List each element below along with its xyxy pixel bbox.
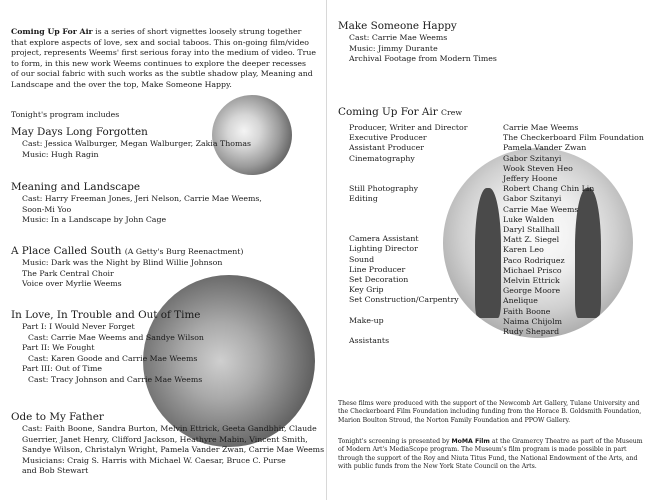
section-happy [338,20,643,65]
crew-name: Anelique [503,296,538,306]
crew-title-sub: Crew [441,108,462,117]
crew-heading [338,106,643,119]
crew-role: Sound [349,254,375,264]
section-trouble [11,309,316,386]
cast-line: Soon-Mi Yoo [22,204,72,214]
cast-line: Cast: Tracy Johnson and Carrie Mae Weems [28,374,203,384]
voice-line: Voice over Myrlie Weems [22,279,122,289]
crew-roles [349,123,467,346]
crew-name: Gabor Szitanyi [503,194,562,204]
cast-line: Cast: Karen Goode and Carrie Mae Weems [28,353,198,363]
crew-role: Producer, Writer and Director [349,123,468,132]
moma-film: MoMA Film [451,438,490,445]
crew-name: Pamela Vander Zwan [503,143,587,153]
section-ode [11,411,325,477]
section-south [11,245,316,290]
section-title: Ode to My Father [11,411,104,423]
cast-line: Cast: Carrie Mae Weems and Sandye Wilson [28,332,204,342]
cast-line: Guerrier, Janet Henry, Clifford Jackson, Heathyre Mabin, Vincent Smith, [22,434,308,444]
intro-lead: Coming Up For Air [11,27,93,36]
section-title: Make Someone Happy [338,20,457,32]
support-note: These films were produced with the support of the Newcomb Art Gallery, Tulane University and the Checkerboard Film Foundation including funding from the Horace B. Goldsmith Foundation, Marion Boulton Stroud, the Norton Family Foundation and PPOW Gallery. [338,400,642,424]
choir-line: The Park Central Choir [22,268,114,278]
crew-name: Faith Boone [503,306,551,316]
cast-line: Cast: Faith Boone, Sandra Burton, Melvin Ettrick, Geeta Gandbhir, Claude [22,424,317,433]
program-label-block [11,110,316,121]
screening-note [338,438,643,471]
section-title: Meaning and Landscape [11,181,141,193]
crew-names [503,123,644,337]
music-line: Music: Jimmy Durante [349,43,438,53]
crew-name: Rudy Shepard [503,327,560,337]
crew-name: Luke Walden [503,214,555,224]
section-meaning [11,181,316,226]
crew-name: Naima Chijolm [503,316,562,326]
crew-name: Carrie Mae Weems [503,123,579,132]
crew-role: Cinematography [349,153,415,163]
part-line: Part II: We Fought [22,343,95,353]
section-may-days [11,126,316,160]
crew-role: Executive Producer [349,133,427,143]
music-line: Music: Hugh Ragin [22,149,99,159]
screening-pre: Tonight's screening is presented by [338,438,452,445]
crew-name: George Moore [503,286,561,296]
crew-name: Matt Z. Siegel [503,235,560,245]
section-title: In Love, In Trouble and Out of Time [11,309,201,321]
crew-name: Paco Rodriquez [503,255,565,265]
right-page [327,0,653,500]
crew-name: Jeffery Hoone [503,174,558,184]
crew-role: Key Grip [349,285,384,295]
part-line: Part I: I Would Never Forget [22,322,135,331]
crew-name: Daryl Stallhall [503,225,560,235]
program-label: Tonight's program includes [11,110,120,119]
cast-line: Cast: Jessica Walburger, Megan Walburger, Zakia Thomas [22,139,251,148]
crew-name: Carrie Mae Weems [503,204,579,214]
crew-role: Assistant Producer [349,143,424,153]
section-subtitle: (A Getty's Burg Reenactment) [124,247,244,256]
screening-post: at the Gramercy Theatre as part of the Museum of Modern Art's MediaScope program. The Museum's film program is made possible in part through the support of the Roy and Niuta Titus Fund, the National Endowment of the Arts, and with public funds from the New York State Council on the Arts. [338,438,643,470]
musicians-line: Musicians: Craig S. Harris with Michael W. Caesar, Bruce C. Purse [22,455,286,465]
cast-line: Cast: Harry Freeman Jones, Jeri Nelson, Carrie Mae Weems, [22,194,262,203]
crew-name: Michael Prisco [503,265,562,275]
intro-body: is a series of short vignettes loosely strung together that explore aspects of love, sex and social taboos. This on-going film/video project, represents Weems' first serious foray into the medium of video. True to form, in this new work Weems continues to explore the deeper recesses of our social fabric with such works as the subtle shadow play, Meaning and Landscape and the over the top, Make Someone Happy. [11,27,316,89]
crew-name: Melvin Ettrick [503,276,560,286]
crew-role: Make-up [349,315,384,325]
crew-name: The Checkerboard Film Foundation [503,133,644,143]
crew-role: Still Photography [349,183,419,193]
section-title-row [11,245,316,258]
crew-role: Set Construction/Carpentry [349,295,459,305]
crew-role: Line Producer [349,264,406,274]
musicians-line: and Bob Stewart [22,466,89,476]
crew-role: Set Decoration [349,275,409,285]
section-title: A Place Called South [11,245,122,257]
crew-name: Wook Steven Heo [503,163,573,173]
crew-name: Gabor Szitanyi [503,153,562,163]
section-title: May Days Long Forgotten [11,126,148,138]
crew-role: Camera Assistant [349,234,419,244]
cast-line: Sandye Wilson, Christalyn Wright, Pamela Vander Zwan, Carrie Mae Weems [22,445,325,455]
crew-role: Lighting Director [349,244,418,254]
crew-name: Robert Chang Chin Lin [503,184,595,194]
part-line: Part III: Out of Time [22,364,103,374]
crew-title: Coming Up For Air [338,106,438,118]
crew-heading-block [338,106,643,119]
crew-name: Karen Leo [503,245,544,255]
cast-line: Cast: Carrie Mae Weems [349,33,448,42]
crew-role: Editing [349,194,378,204]
intro-paragraph [11,27,316,91]
left-page [0,0,326,500]
silhouette-figure-left [475,188,501,318]
footage-line: Archival Footage from Modern Times [349,54,497,64]
music-line: Music: Dark was the Night by Blind Willie Johnson [22,258,223,267]
music-line: Music: In a Landscape by John Cage [22,215,167,225]
crew-role: Assistants [349,335,390,345]
